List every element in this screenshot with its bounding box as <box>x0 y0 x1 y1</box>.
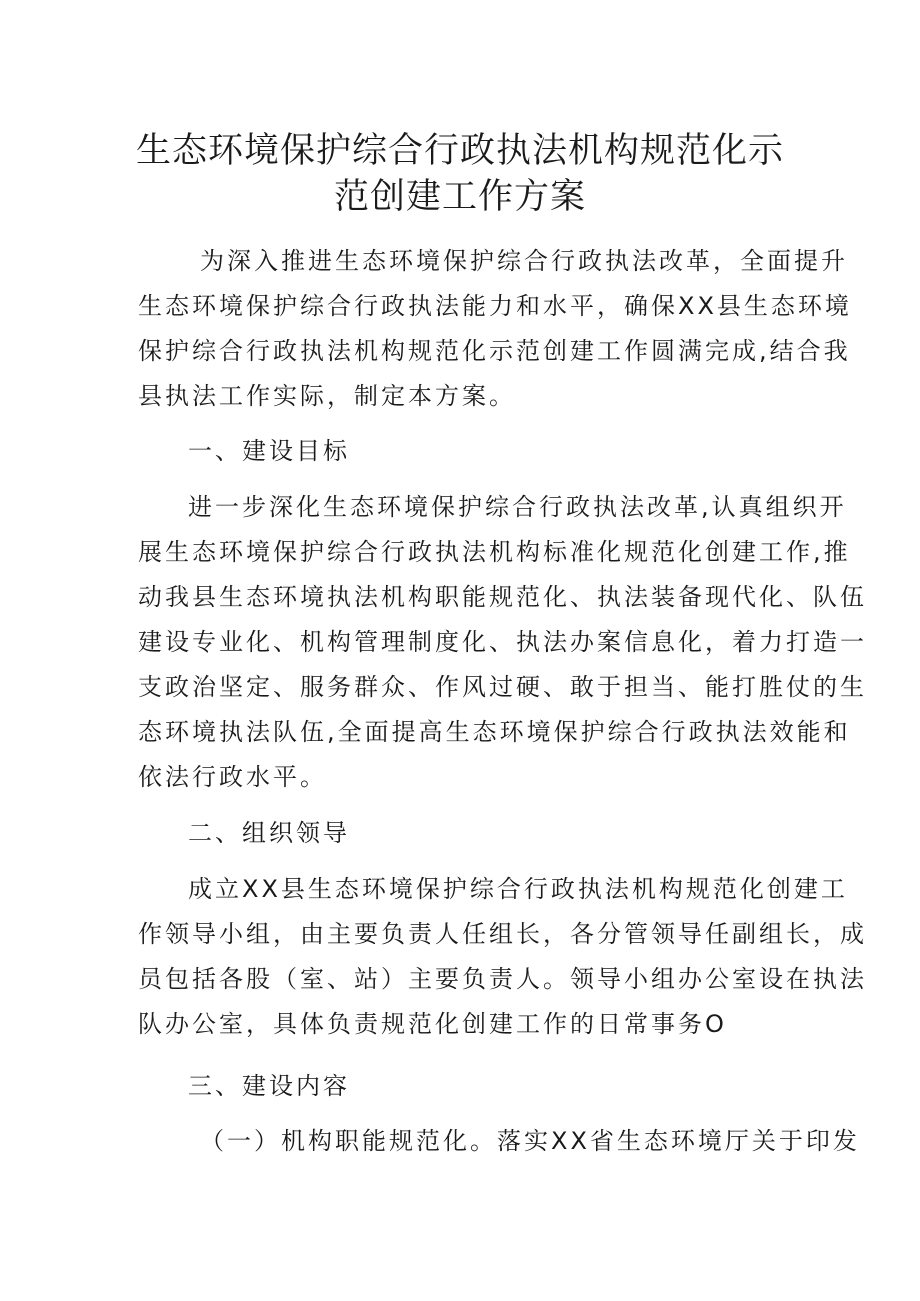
document-title-line-2: 范创建工作方案 <box>333 177 586 217</box>
section1-line-7: 依法行政水平。 <box>138 763 327 791</box>
intro-line-1: 为深入推进生态环境保护综合行政执法改革，全面提升 <box>200 247 848 275</box>
section1-line-6: 态环境执法队伍,全面提高生态环境保护综合行政执法效能和 <box>138 718 851 746</box>
section3-line-1: （一）机构职能规范化。落实XX省生态环境厅关于印发 <box>200 1127 860 1155</box>
section1-line-2: 展生态环境保护综合行政执法机构标准化规范化创建工作,推 <box>138 538 851 566</box>
section1-line-3: 动我县生态环境执法机构职能规范化、执法装备现代化、队伍 <box>138 583 867 611</box>
section-heading-organization: 二、组织领导 <box>188 819 350 847</box>
intro-line-4: 县执法工作实际，制定本方案。 <box>138 382 516 410</box>
section-heading-content: 三、建设内容 <box>188 1072 350 1100</box>
document-title-line-1: 生态环境保护综合行政执法机构规范化示 <box>135 131 784 171</box>
section1-line-1: 进一步深化生态环境保护综合行政执法改革,认真组织开 <box>188 493 847 521</box>
section2-line-2: 作领导小组，由主要负责人任组长，各分管领导任副组长，成 <box>138 920 867 948</box>
section2-line-4: 队办公室，具体负责规范化创建工作的日常事务O <box>138 1010 727 1038</box>
intro-line-2: 生态环境保护综合行政执法能力和水平，确保XX县生态环境 <box>138 292 852 320</box>
section1-line-5: 支政治坚定、服务群众、作风过硬、敢于担当、能打胜仗的生 <box>138 673 867 701</box>
section2-line-3: 员包括各股（室、站）主要负责人。领导小组办公室设在执法 <box>138 965 867 993</box>
section-heading-goals: 一、建设目标 <box>188 437 350 465</box>
section1-line-4: 建设专业化、机构管理制度化、执法办案信息化，着力打造一 <box>138 628 867 656</box>
intro-line-3: 保护综合行政执法机构规范化示范创建工作圆满完成,结合我 <box>138 337 851 365</box>
section2-line-1: 成立XX县生态环境保护综合行政执法机构规范化创建工 <box>188 875 848 903</box>
